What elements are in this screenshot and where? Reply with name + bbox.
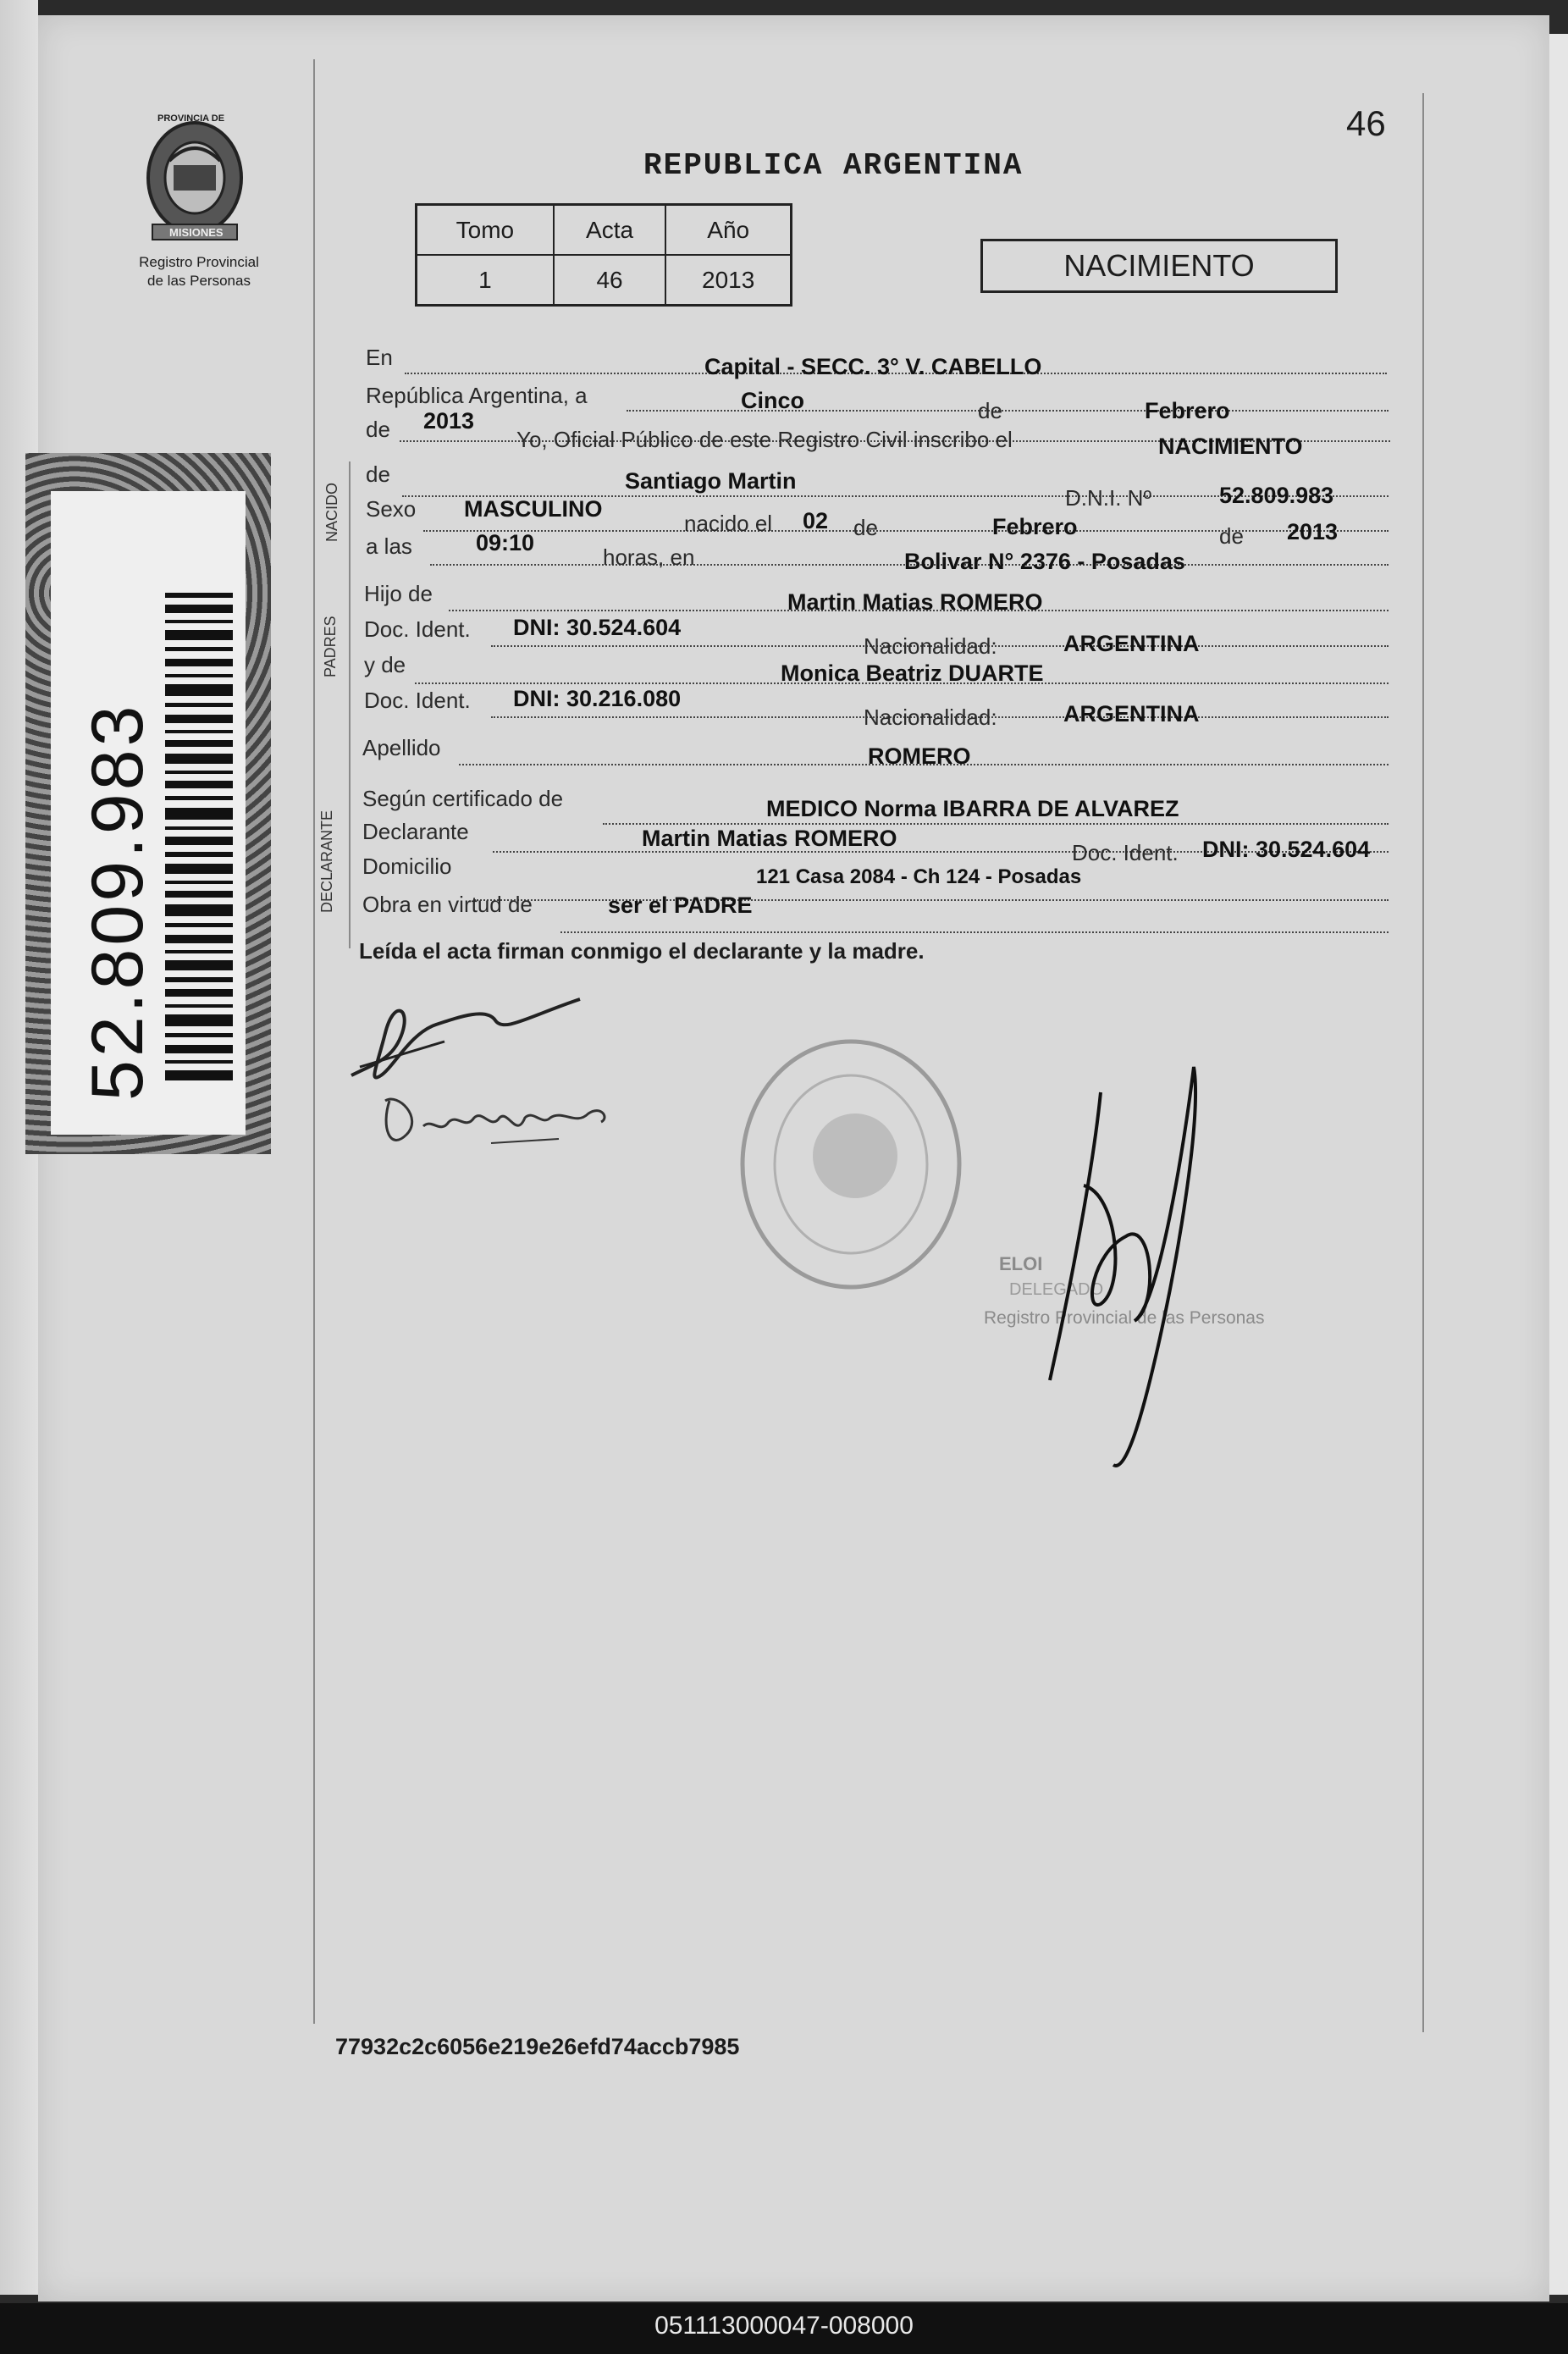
province-seal [135,110,254,246]
birth-place: Bolivar N° 2376 - Posadas [904,549,1185,574]
father-name: Martin Matias ROMERO [787,589,1043,615]
place-value: Capital - SECC. 3° V. CABELLO [704,354,1042,379]
doc-label: Doc. Ident. [1072,840,1179,865]
section-divider [349,461,351,948]
stamp-official-agency: Registro Provincial de las Personas [984,1308,1265,1328]
declarant-name: Martin Matias ROMERO [642,826,897,851]
de-label: de [366,417,390,442]
official-text: Yo, Oficial Público de este Registro Civil inscribo el [516,427,1013,452]
table-header: Acta [554,205,666,256]
certificate-value: MEDICO Norma IBARRA DE ALVAREZ [766,796,1179,821]
doc-label: Doc. Ident. [364,688,471,713]
seal-top-text: PROVINCIA DE [157,113,225,124]
mother-nationality: ARGENTINA [1063,701,1200,727]
father-doc: DNI: 30.524.604 [513,615,682,640]
child-name: Santiago Martin [625,468,797,494]
table-header: Tomo [417,205,554,256]
de-label: de [853,515,878,540]
barcode-sticker [25,453,271,1154]
barcode-label [51,491,246,1135]
date-day: Cinco [741,388,805,413]
stamp-official-title: DELEGADO [1009,1280,1104,1299]
mother-doc: DNI: 30.216.080 [513,686,682,711]
record-type-box: NACIMIENTO [980,239,1338,293]
nacido-label: nacido el [684,511,773,536]
footer-id: 051113000047-008000 [654,2312,914,2340]
birth-day: 02 [803,508,829,533]
doc-label: Doc. Ident. [364,616,471,642]
child-dni: 52.809.983 [1219,483,1334,508]
declarant-doc: DNI: 30.524.604 [1202,837,1371,862]
section-label-declarante: DECLARANTE [318,810,335,913]
mother-name: Monica Beatriz DUARTE [781,660,1044,686]
dotted-line [560,931,1389,933]
hijo-label: Hijo de [364,581,433,606]
agency-line-2: de las Personas [147,273,251,289]
page-title: REPUBLICA ARGENTINA [643,148,1024,183]
dni-label: D.N.I. Nº [1065,485,1151,511]
place-label: En [366,345,393,370]
a-las-label: a las [366,533,412,559]
inscribe-value: NACIMIENTO [1158,434,1303,459]
date-year: 2013 [423,408,475,434]
de-label: de [1219,523,1244,549]
table-header: Año [665,205,791,256]
section-label-nacido: NACIDO [323,482,340,542]
stamp-official-name: ELOI [999,1253,1043,1274]
section-label-padres: PADRES [322,616,339,677]
y-de-label: y de [364,652,406,677]
page-number: 46 [1346,103,1386,143]
declarante-label: Declarante [362,819,469,844]
horas-label: horas, en [603,544,695,570]
coat-of-arms-icon [135,110,254,246]
barcode-number: 52.809.983 [77,702,158,1101]
certificado-label: Según certificado de [362,786,564,811]
dotted-line [603,823,1389,825]
table-cell: 2013 [665,255,791,306]
dotted-line [423,530,1389,532]
barcode-icon [165,593,233,1084]
date-month: Febrero [1145,398,1230,423]
margin-line-right [1422,93,1424,2032]
declarant-address: 121 Casa 2084 - Ch 124 - Posadas [756,865,1082,888]
apellido-label: Apellido [362,735,441,760]
birth-month: Febrero [992,514,1078,539]
sexo-label: Sexo [366,496,417,522]
child-sexo: MASCULINO [464,496,603,522]
closing-text: Leída el acta firman conmigo el declarante y la madre. [359,938,925,964]
officer-signature-icon [1033,1050,1219,1482]
mother-signature-icon [373,1075,627,1160]
father-nationality: ARGENTINA [1063,631,1200,656]
nacionalidad-label: Nacionalidad: [864,705,997,730]
table-cell: 46 [554,255,666,306]
agency-line-1: Registro Provincial [139,254,259,270]
hash-code: 77932c2c6056e219e26efd74accb7985 [335,2034,740,2059]
de-label: de [978,398,1002,423]
birth-year: 2013 [1287,519,1339,544]
page-edge [1549,34,1568,2295]
child-de-label: de [366,461,390,487]
birth-time: 09:10 [476,530,535,555]
republica-label: República Argentina, a [366,383,588,408]
table-cell: 1 [417,255,554,306]
declarant-capacity: ser el PADRE [608,892,753,918]
nacionalidad-label: Nacionalidad: [864,633,997,659]
domicilio-label: Domicilio [362,854,452,879]
margin-line-left [313,59,315,2024]
surname-value: ROMERO [868,743,971,769]
record-table [415,203,792,307]
seal-bottom-text: MISIONES [169,226,224,239]
obra-label: Obra en virtud de [362,892,533,917]
official-stamp-icon [728,1029,974,1300]
